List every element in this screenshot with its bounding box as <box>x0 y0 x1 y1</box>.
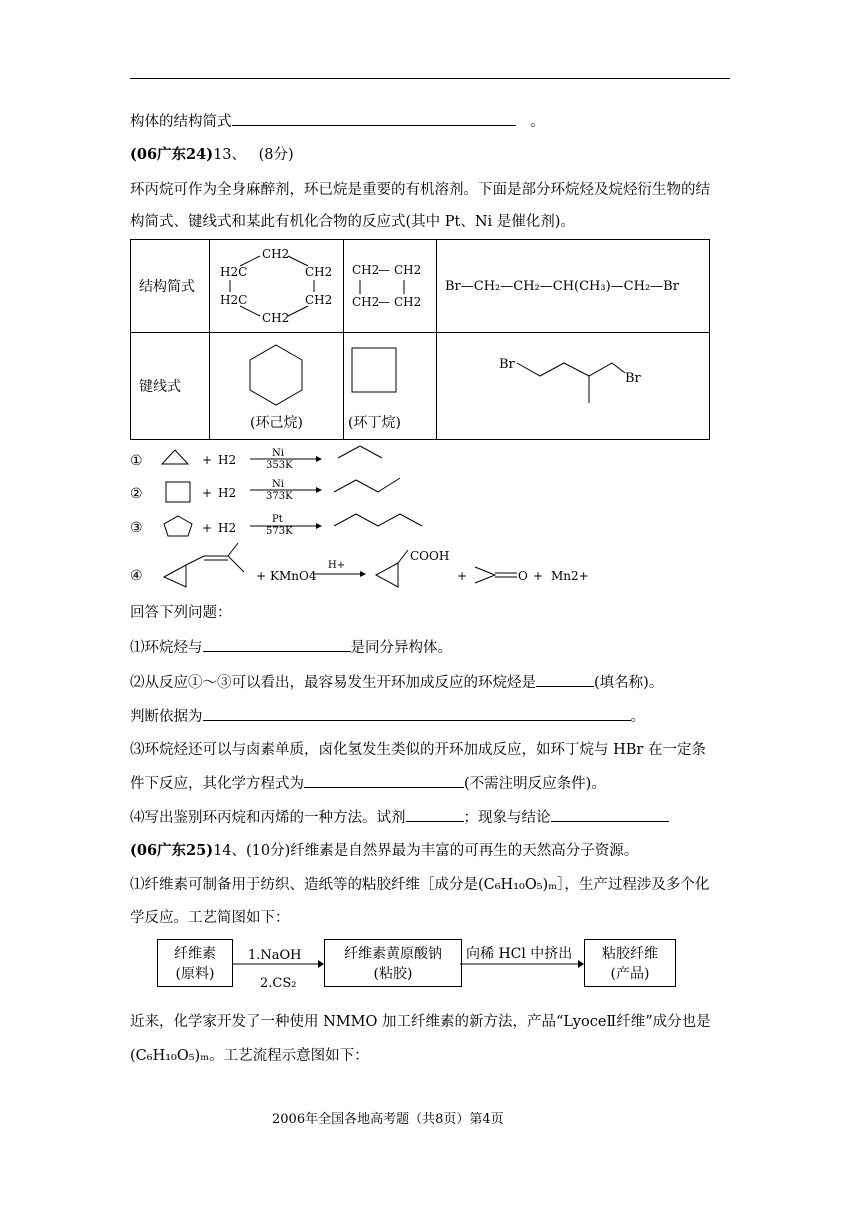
svg-text:—: — <box>378 263 390 277</box>
q14-part1-line1: ⑴纤维素可制备用于纺织、造纸等的粘胶纤维［成分是(C₆H₁₀O₅)ₘ］，生产过程涉及多个化 <box>130 877 710 893</box>
svg-text:Ni: Ni <box>272 448 284 459</box>
question-1: ⑴环烷烃与 是同分异构体。 <box>130 637 452 658</box>
svg-text:CH2: CH2 <box>352 263 380 277</box>
question-3-line1: ⑶环烷烃还可以与卤素单质，卤化氢发生类似的开环加成反应，如环丁烷与 HBr 在一定条 <box>130 742 706 758</box>
cyclobutane-name: (环丁烷) <box>348 415 401 431</box>
svg-text:②: ② <box>130 486 143 502</box>
svg-text:④: ④ <box>130 568 143 584</box>
flow-box-raw-material: 纤维素 (原料) <box>157 939 233 987</box>
header-rule <box>130 78 730 79</box>
dibromo-skeletal <box>437 333 710 440</box>
dibromo-chain-formula: Br—CH₂—CH₂—CH(CH₃)—CH₂—Br <box>437 240 710 333</box>
f-ch2-top: CH2 <box>262 247 290 261</box>
f-h2c-ll: H2C <box>220 293 248 307</box>
question-3-line2: 件下反应，其化学方程式为 (不需注明反应条件)。 <box>130 773 606 794</box>
q4-reagent-blank[interactable] <box>406 807 464 822</box>
f-ch2-ur: CH2 <box>305 265 333 279</box>
svg-text:Ni: Ni <box>272 479 284 490</box>
arrow1-label-bottom: 2.CS₂ <box>260 976 297 988</box>
reaction-4-products <box>455 555 595 595</box>
q2-blank[interactable] <box>536 672 594 687</box>
cyclohexane-formula-drawing <box>210 240 343 332</box>
svg-text:H2: H2 <box>218 453 237 467</box>
reaction-equations <box>128 440 468 600</box>
cyclobutane-formula <box>344 240 437 333</box>
cyclohexane-skeletal <box>210 333 344 440</box>
prev-question-tail: 构体的结构简式 。 <box>130 111 545 132</box>
svg-text:+: + <box>256 569 267 583</box>
answer-prompt: 回答下列问题： <box>130 605 232 621</box>
intro-line-1: 环丙烷可作为全身麻醉剂，环已烷是重要的有机溶剂。下面是部分环烷烃及烷烃衍生物的结 <box>130 182 710 198</box>
svg-text:+: + <box>457 569 468 583</box>
svg-text:573K: 573K <box>266 526 293 537</box>
dibromo-skeletal-drawing <box>437 333 709 439</box>
cyclohexane-name: (环己烷) <box>250 415 303 431</box>
question-2-basis: 判断依据为 。 <box>130 706 645 727</box>
f-ch2-lr: CH2 <box>305 293 333 307</box>
reaction-1-num: ① <box>130 453 143 469</box>
q14-part1-line2: 学反应。工艺简图如下： <box>130 910 290 926</box>
svg-text:CH2: CH2 <box>394 295 422 309</box>
svg-text:+: + <box>202 486 213 500</box>
svg-text:COOH: COOH <box>410 549 450 563</box>
svg-text:Pt: Pt <box>272 514 283 525</box>
square-reactant-icon <box>166 482 190 502</box>
svg-text:Mn2+: Mn2+ <box>551 569 589 583</box>
svg-text:③: ③ <box>130 520 143 536</box>
pentagon-icon <box>164 516 192 536</box>
cyclobutane-skeletal <box>344 333 437 440</box>
question-4: ⑷写出鉴别环丙烷和丙烯的一种方法。试剂 ；现象与结论 <box>130 807 669 828</box>
question-2: ⑵从反应①～③可以看出，最容易发生开环加成反应的环烷烃是 (填名称)。 <box>130 672 663 693</box>
f-h2c-ul: H2C <box>220 265 248 279</box>
svg-text:O: O <box>518 569 528 583</box>
f-ch2-bottom: CH2 <box>262 311 290 325</box>
svg-text:+: + <box>533 569 544 583</box>
hexagon-icon <box>210 340 343 410</box>
svg-text:373K: 373K <box>266 491 293 502</box>
flow-box-product: 粘胶纤维 (产品) <box>584 939 676 987</box>
q4-result-blank[interactable] <box>551 807 669 822</box>
arrow1-label-top: 1.NaOH <box>248 948 302 962</box>
square-icon <box>344 340 436 410</box>
question-14-header: (06广东25)14、(10分)纤维素是自然界最为丰富的可再生的天然高分子资源。 <box>130 842 639 859</box>
svg-text:353K: 353K <box>266 460 293 471</box>
svg-text:+: + <box>202 521 213 535</box>
svg-text:KMnO4: KMnO4 <box>270 569 317 583</box>
svg-text:+: + <box>202 453 213 467</box>
intro-line-2: 构简式、键线式和某此有机化合物的反应式(其中 Pt、Ni 是催化剂)。 <box>130 214 575 230</box>
cyclohexane-formula <box>210 240 344 333</box>
page-footer: 2006年全国各地高考题（共8页）第4页 <box>272 1112 504 1127</box>
row-label-structure: 结构简式 <box>131 240 210 333</box>
recent-line-2: (C₆H₁₀O₅)ₘ。工艺流程示意图如下： <box>130 1048 369 1064</box>
question-13-header: (06广东24)13、 (8分) <box>130 146 294 163</box>
row-label-skeletal: 键线式 <box>131 333 210 440</box>
answer-blank[interactable] <box>232 111 516 126</box>
triangle-icon <box>162 450 188 464</box>
svg-text:H2: H2 <box>218 521 237 535</box>
q2-basis-blank[interactable] <box>203 706 631 721</box>
flow-box-viscose: 纤维素黄原酸钠 (粘胶) <box>324 939 462 987</box>
svg-text:Br: Br <box>625 371 641 386</box>
svg-text:—: — <box>378 295 390 309</box>
q3-blank[interactable] <box>304 773 464 788</box>
recent-line-1: 近来，化学家开发了一种使用 NMMO 加工纤维素的新方法，产品“LyoceⅡ纤维”成分也是 <box>130 1014 711 1030</box>
arrow2-label: 向稀 HCl 中挤出 <box>466 946 573 962</box>
q1-blank[interactable] <box>203 637 351 652</box>
svg-text:H2: H2 <box>218 486 237 500</box>
svg-text:CH2: CH2 <box>352 295 380 309</box>
cyclobutane-formula-drawing <box>344 240 436 332</box>
structure-table <box>130 239 710 440</box>
svg-text:Br: Br <box>499 357 515 372</box>
svg-text:CH2: CH2 <box>394 263 422 277</box>
svg-text:H+: H+ <box>328 560 346 571</box>
